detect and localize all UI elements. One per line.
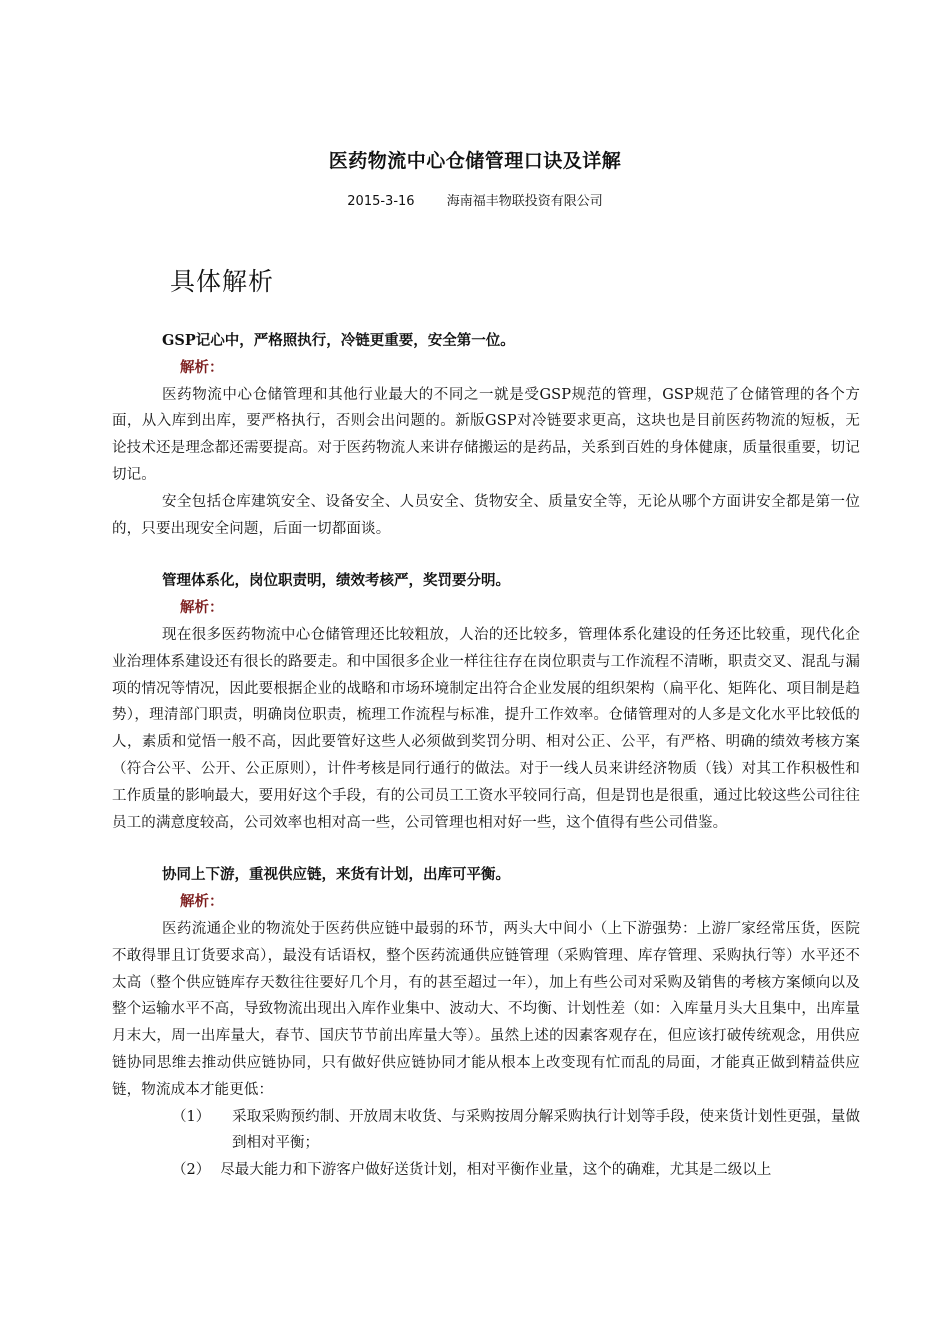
list-item-text: 采取采购预约制、开放周末收货、与采购按周分解采购执行计划等手段，使来货计划性更强，量做到相对平衡；: [232, 1108, 860, 1152]
analysis-label: 解析：: [180, 893, 224, 911]
motto-block-3: [112, 862, 860, 1184]
motto-block-2: [112, 568, 860, 836]
section-heading: 具体解析: [170, 267, 275, 296]
paragraph: 现在很多医药物流中心仓储管理还比较粗放，人治的还比较多，管理体系化建设的任务还比较重，现代化企业治理体系建设还有很长的路要走。和中国很多企业一样往往存在岗位职责与工作流程不清晰，职责交叉、混乱与漏项的情况等情况，因此要根据企业的战略和市场环境制定出符合企业发展的组织架构（扁平化、矩阵化、项目制是趋势），理清部门职责，明确岗位职责，梳理工作流程与标准，提升工作效率。仓储管理对的人多是文化水平比较低的人，素质和觉悟一般不高，因此要管好这些人必须做到奖罚分明、相对公正、公平，有严格、明确的绩效考核方案（符合公平、公开、公正原则），计件考核是同行通行的做法。对于一线人员来讲经济物质（钱）对其工作积极性和工作质量的影响最大，要用好这个手段，有的公司员工工资水平较同行高，但是罚也是很重，通过比较这些公司往往员工的满意度较高，公司效率也相对高一些，公司管理也相对好一些，这个值得有些公司借鉴。: [112, 626, 860, 831]
paragraph: 安全包括仓库建筑安全、设备安全、人员安全、货物安全、质量安全等，无论从哪个方面讲安全都是第一位的，只要出现安全问题，后面一切都面谈。: [112, 493, 860, 537]
list-item-text: 尽最大能力和下游客户做好送货计划，相对平衡作业量，这个的确难，尤其是二级以上: [220, 1162, 772, 1179]
motto-line: 管理体系化，岗位职责明，绩效考核严，奖罚要分明。: [162, 572, 510, 590]
motto-line: 协同上下游，重视供应链，来货有计划，出库可平衡。: [162, 866, 510, 884]
document-company: 海南福丰物联投资有限公司: [446, 194, 603, 209]
list-item-number: （1）: [172, 1108, 211, 1125]
list-item: [112, 1104, 860, 1158]
analysis-label: 解析：: [180, 599, 224, 617]
document-body: [112, 328, 860, 1184]
motto-block-1: [112, 328, 860, 542]
paragraph: 医药物流中心仓储管理和其他行业最大的不同之一就是受GSP规范的管理，GSP规范了仓储管理的各个方面，从入库到出库，要严格执行，否则会出问题的。新版GSP对冷链要求更高，这块也是目前医药物流的短板，无论技术还是理念都还需要提高。对于医药物流人来讲存储搬运的是药品，关系到百姓的身体健康，质量很重要，切记切记。: [112, 386, 860, 483]
document-date: 2015-3-16: [347, 194, 415, 209]
paragraph: 医药流通企业的物流处于医药供应链中最弱的环节，两头大中间小（上下游强势：上游厂家经常压货，医院不敢得罪且订货要求高），最没有话语权，整个医药流通供应链管理（采购管理、库存管理、采购执行等）水平还不太高（整个供应链库存天数往往要好几个月，有的甚至超过一年），加上有些公司对采购及销售的考核方案倾向以及整个运输水平不高，导致物流出现出入库作业集中、波动大、不均衡、计划性差（如：入库量月头大且集中，出库量月末大，周一出库量大，春节、国庆节节前出库量大等）。虽然上述的因素客观存在，但应该打破传统观念，用供应链协同思维去推动供应链协同，只有做好供应链协同才能从根本上改变现有忙而乱的局面，才能真正做到精益供应链，物流成本才能更低：: [112, 920, 860, 1098]
list-item-number: （2）: [172, 1162, 211, 1179]
motto-line: GSP记心中，严格照执行，冷链更重要，安全第一位。: [162, 332, 515, 349]
document-meta: [0, 190, 950, 209]
document-title: 医药物流中心仓储管理口诀及详解: [328, 150, 622, 172]
list-item: [112, 1157, 860, 1184]
analysis-label: 解析：: [180, 358, 224, 376]
